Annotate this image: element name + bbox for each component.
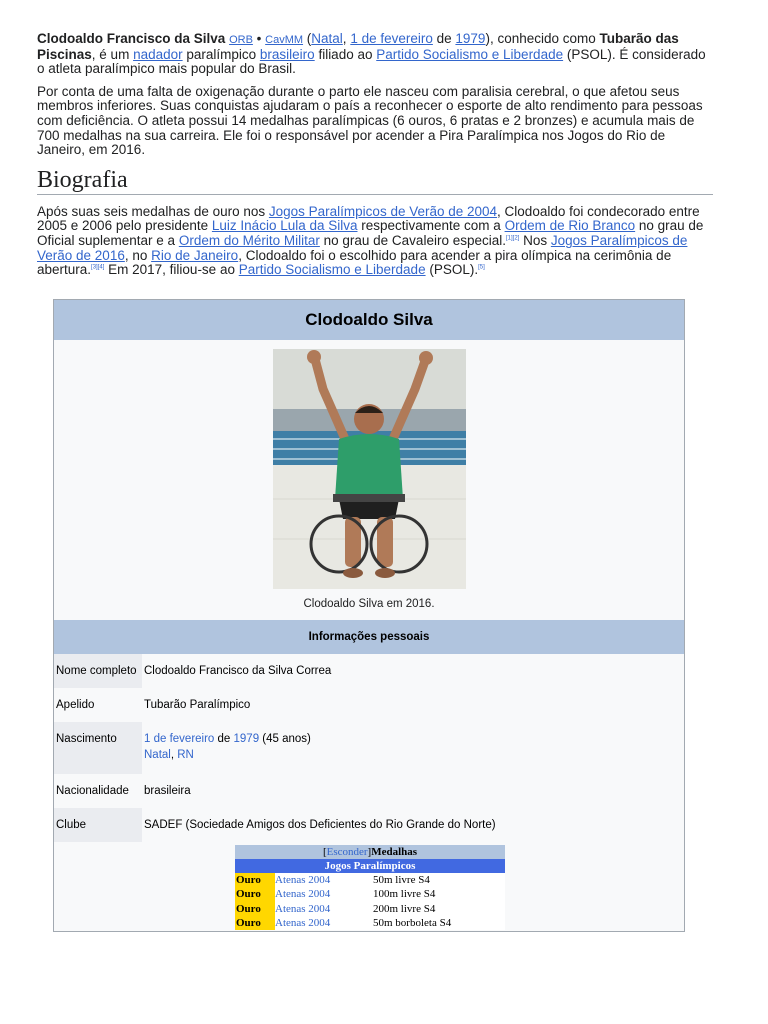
text: , xyxy=(342,31,351,46)
medal-table-subheader: Jogos Paralímpicos xyxy=(235,859,505,873)
reference-1-2[interactable]: [1][2] xyxy=(506,235,520,242)
text: (PSOL). xyxy=(425,262,479,278)
text: , Clodoaldo foi o escolhido para acender a pira olímpica na cerimônia de abertura. xyxy=(37,247,672,278)
row-value: Tubarão Paralímpico xyxy=(142,688,684,722)
games-link[interactable]: Atenas 2004 xyxy=(275,874,331,886)
link-rio-de-janeiro[interactable]: Rio de Janeiro xyxy=(151,247,239,263)
link-jogos-2016[interactable]: Jogos Paralímpicos de Verão de 2016 xyxy=(37,232,688,263)
row-label: Nacionalidade xyxy=(54,774,142,808)
event: 100m livre S4 xyxy=(373,888,436,901)
medal-type: Ouro xyxy=(235,916,275,930)
medal-table-title: Medalhas xyxy=(371,846,418,858)
text: , é um xyxy=(91,46,134,62)
games-link[interactable]: Atenas 2004 xyxy=(275,916,331,929)
link-birth-year[interactable]: 1979 xyxy=(233,733,260,745)
bio-paragraph xyxy=(37,205,713,278)
medal-table xyxy=(235,845,505,930)
row-label: Clube xyxy=(54,808,142,842)
link-psol[interactable]: Partido Socialismo e Liberdade xyxy=(238,262,426,278)
medal-row xyxy=(235,902,505,916)
age-text: (45 anos) xyxy=(259,733,311,745)
athlete-photo[interactable] xyxy=(273,349,466,589)
nickname: Tubarão das Piscinas xyxy=(37,31,679,62)
link-ordem-merito-militar[interactable]: Ordem do Mérito Militar xyxy=(178,232,320,248)
infobox-row-birth xyxy=(54,722,684,774)
link-cavmm[interactable]: CavMM xyxy=(265,34,304,46)
text: no grau de Cavaleiro especial. xyxy=(319,232,506,248)
row-value xyxy=(142,722,684,774)
reference-3-4[interactable]: [3][4] xyxy=(91,264,105,271)
bullet: • xyxy=(252,31,266,46)
medal-row xyxy=(235,887,505,901)
games-link[interactable]: Atenas 2004 xyxy=(275,888,331,901)
text: no grau de Oficial suplementar e a xyxy=(37,218,704,248)
event: 50m livre S4 xyxy=(373,874,430,886)
text: , no xyxy=(124,247,152,263)
medal-row xyxy=(235,873,505,887)
link-nadador[interactable]: nadador xyxy=(133,46,183,62)
event: 200m livre S4 xyxy=(373,902,436,915)
section-heading-biografia: Biografia xyxy=(37,166,713,195)
link-birth-date[interactable]: 1 de fevereiro xyxy=(144,733,215,745)
link-lula[interactable]: Luiz Inácio Lula da Silva xyxy=(211,218,358,234)
medal-type: Ouro xyxy=(235,873,275,887)
text: filiado ao xyxy=(314,46,377,62)
medal-type: Ouro xyxy=(235,902,275,916)
infobox-image-area xyxy=(54,340,684,620)
text: (PSOL). É considerado o atleta paralímpico mais popular do Brasil. xyxy=(37,46,706,77)
games-link[interactable]: Atenas 2004 xyxy=(275,902,331,915)
medal-table-header xyxy=(235,845,505,859)
medal-type: Ouro xyxy=(235,887,275,901)
row-label: Nascimento xyxy=(54,722,142,774)
link-jogos-2004[interactable]: Jogos Paralímpicos de Verão de 2004 xyxy=(268,203,498,219)
text: Em 2017, filiou-se ao xyxy=(104,262,239,278)
article-content xyxy=(37,32,713,286)
text: , Clodoaldo foi condecorado entre 2005 e 2006 pelo presidente xyxy=(37,203,700,234)
photo-caption: Clodoaldo Silva em 2016. xyxy=(303,598,435,610)
paragraph-2: Por conta de uma falta de oxigenação durante o parto ele nasceu com paralisia cerebral, o que afetou seus membros inferiores. Suas conquistas ajudaram o país a reconhecer o esporte de alto rendimento para pessoas com deficiência. O atleta possui 14 medalhas paralímpicas (6 ouros, 6 pratas e 2 bronzes) e acumula mais de 700 medalhas na sua carreira. Ele foi o responsável por acender a Pira Paralímpica nos Jogos do Rio de Janeiro, em 2016. xyxy=(37,83,703,158)
infobox-row-club xyxy=(54,808,684,842)
link-orb[interactable]: ORB xyxy=(229,34,253,46)
infobox-row-nationality xyxy=(54,774,684,808)
link-birth-date[interactable]: 1 de fevereiro xyxy=(350,31,433,46)
text: ( xyxy=(303,31,312,46)
text: Após suas seis medalhas de ouro nos xyxy=(37,203,269,219)
row-label: Apelido xyxy=(54,688,142,722)
bracket: ] xyxy=(367,846,372,858)
infobox xyxy=(53,299,685,932)
row-value: brasileira xyxy=(142,774,684,808)
infobox-row-full-name xyxy=(54,654,684,688)
subject-name: Clodoaldo Francisco da Silva xyxy=(37,31,226,46)
row-value: Clodoaldo Francisco da Silva Correa xyxy=(144,665,332,677)
text: de xyxy=(432,31,456,46)
link-party[interactable]: Partido Socialismo e Liberdade xyxy=(376,46,564,62)
link-natal[interactable]: Natal xyxy=(311,31,343,46)
reference-5[interactable]: [5] xyxy=(478,264,485,271)
link-ordem-rio-branco[interactable]: Ordem de Rio Branco xyxy=(504,218,636,234)
link-city[interactable]: Natal xyxy=(144,749,171,761)
text: Nos xyxy=(519,232,551,248)
hide-toggle-link[interactable]: Esconder xyxy=(326,846,368,858)
row-label: Nome completo xyxy=(54,654,142,688)
text: respectivamente com a xyxy=(357,218,505,234)
text: ), conhecido como xyxy=(485,31,600,46)
link-birth-year[interactable]: 1979 xyxy=(455,31,486,46)
intro-paragraph xyxy=(37,32,713,77)
event: 50m borboleta S4 xyxy=(373,916,452,929)
text: de xyxy=(214,733,234,745)
infobox-title: Clodoaldo Silva xyxy=(54,300,684,340)
infobox-row-nickname xyxy=(54,688,684,722)
medal-row xyxy=(235,916,505,930)
text: , xyxy=(170,749,178,761)
bracket: [ xyxy=(322,846,327,858)
link-state[interactable]: RN xyxy=(177,749,194,761)
row-value: SADEF (Sociedade Amigos dos Deficientes do Rio Grande do Norte) xyxy=(144,819,496,831)
link-brasileiro[interactable]: brasileiro xyxy=(259,46,315,62)
text: paralímpico xyxy=(182,46,260,62)
infobox-section-personal: Informações pessoais xyxy=(54,620,684,654)
